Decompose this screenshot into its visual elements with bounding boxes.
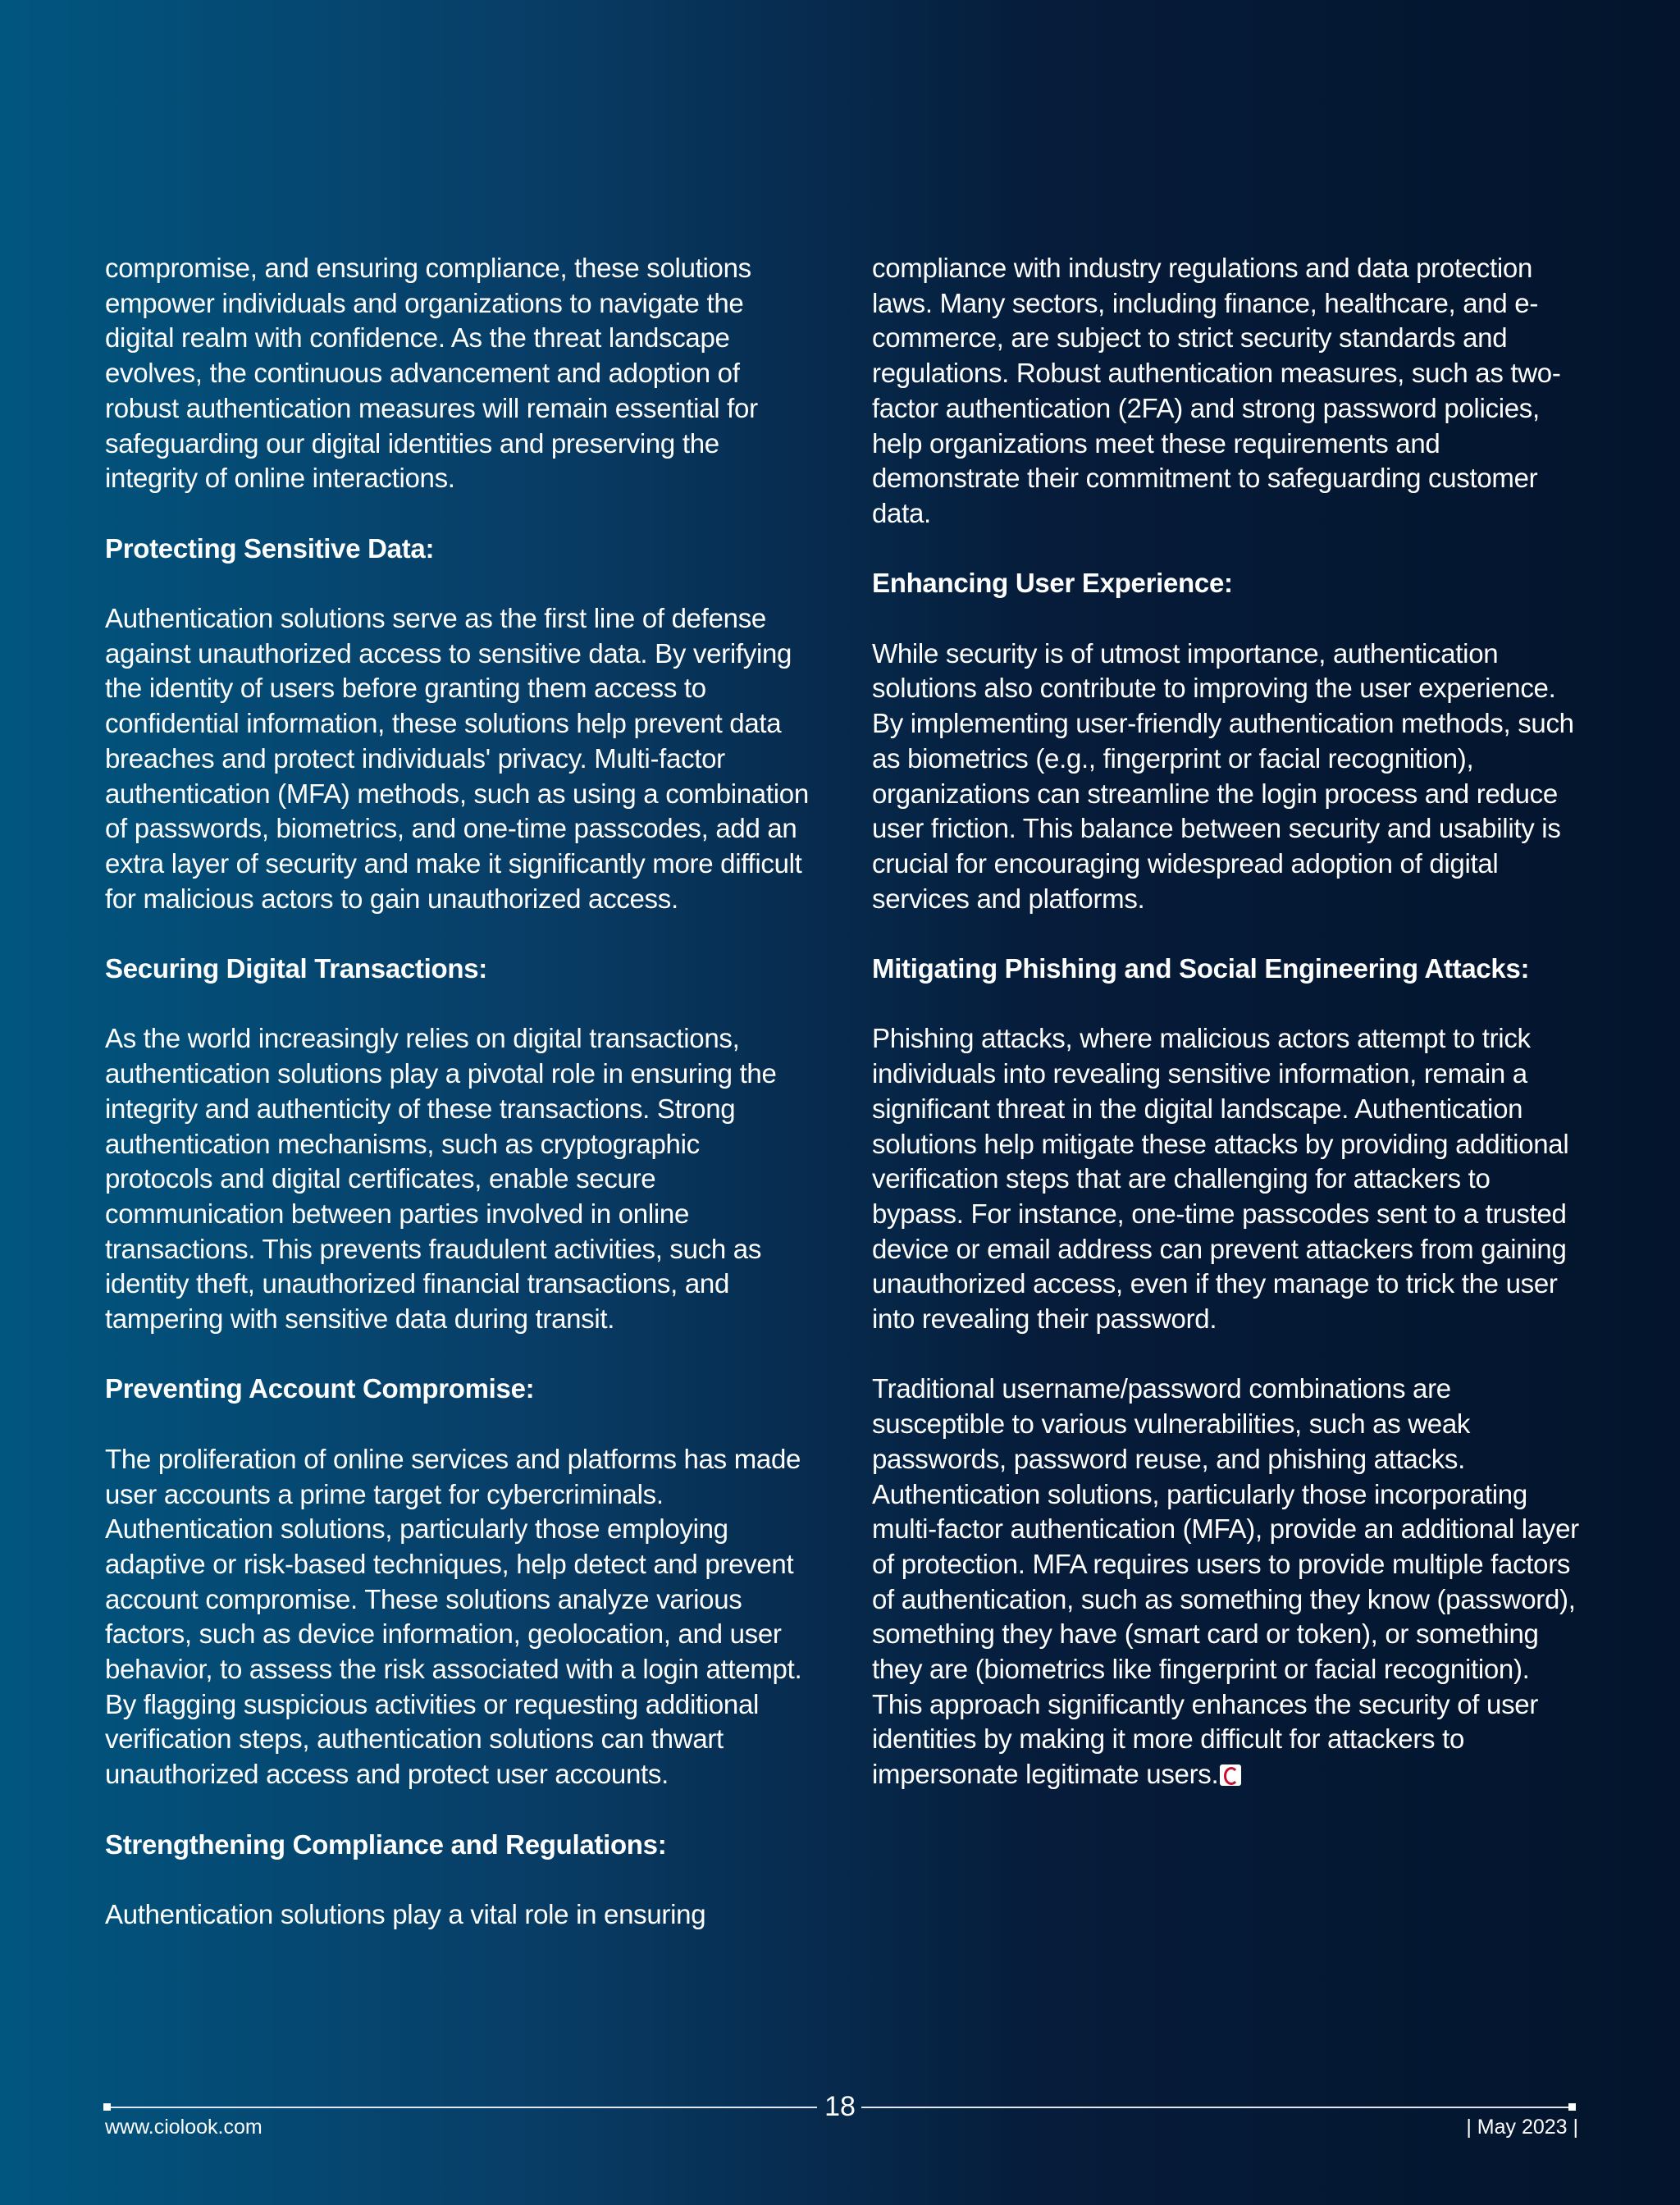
footer-website-link[interactable]: www.ciolook.com	[105, 2116, 262, 2139]
page-number: 18	[824, 2091, 856, 2122]
footer-rule-endcap-left	[103, 2103, 111, 2111]
footer-issue-date: | May 2023 |	[1466, 2116, 1578, 2139]
footer-rule-endcap-right	[1568, 2103, 1576, 2111]
ciolook-logo-icon	[1220, 1764, 1241, 1786]
body-paragraph: compromise, and ensuring compliance, these solutions empower individuals and organizations to navigate the digital realm with confidence. As the threat landscape evolves, the continuous advancement and adoption of robust authentication measures will remain essential for safeguarding our digital identities and preserving the integrity of online interactions.	[105, 253, 758, 494]
section-heading: Securing Digital Transactions:	[105, 953, 487, 984]
section-heading: Mitigating Phishing and Social Engineering Attacks:	[872, 953, 1530, 984]
last-paragraph	[872, 1372, 1586, 1792]
footer-rule-right	[861, 2107, 1573, 2108]
right-column	[872, 251, 1586, 1792]
section-heading: Strengthening Compliance and Regulations:	[105, 1828, 667, 1860]
footer-rule-left	[105, 2107, 817, 2108]
section-heading: Preventing Account Compromise:	[105, 1373, 535, 1404]
body-paragraph: While security is of utmost importance, authentication solutions also contribute to improving the user experience. By implementing user-friendly authentication methods, such as biometrics (e.g., fingerprint or facial recognition), organizations can streamline the login process and reduce user friction. This balance between security and usability is crucial for encouraging widespread adoption of digital services and platforms.	[872, 637, 1574, 914]
body-paragraph: compliance with industry regulations and data protection laws. Many sectors, including finance, healthcare, and e-commerce, are subject to strict security standards and regulations. Robust authentication measures, such as two-factor authentication (2FA) and strong password policies, help organizations meet these requirements and demonstrate their commitment to safeguarding customer data.	[872, 253, 1561, 528]
body-text: Traditional username/password combinations are susceptible to various vulnerabilities, such as weak passwords, password reuse, and phishing attacks. Authentication solutions, particularly those incorporating multi-factor authentication (MFA), provide an additional layer of protection. MFA requires users to provide multiple factors of authentication, such as something they know (password), something they have (smart card or token), or something they are (biometrics like fingerprint or facial recognition). This approach significantly enhances the security of user identities by making it more difficult for attackers to impersonate legitimate users.	[872, 1373, 1579, 1790]
left-column	[105, 251, 810, 1933]
body-paragraph: Authentication solutions play a vital role in ensuring	[105, 1898, 706, 1929]
body-paragraph: The proliferation of online services and platforms has made user accounts a prime target for cybercriminals. Authentication solutions, particularly those employing adaptive or risk-based techniques, help detect and prevent account compromise. These solutions analyze various factors, such as device information, geolocation, and user behavior, to assess the risk associated with a login attempt. By flagging suspicious activities or requesting additional verification steps, authentication solutions can thwart unauthorized access and protect user accounts.	[105, 1443, 802, 1790]
body-paragraph: As the world increasingly relies on digital transactions, authentication solutions play a pivotal role in ensuring the integrity and authenticity of these transactions. Strong authentication mechanisms, such as cryptographic protocols and digital certificates, enable secure communication between parties involved in online transactions. This prevents fraudulent activities, such as identity theft, unauthorized financial transactions, and tampering with sensitive data during transit.	[105, 1023, 777, 1335]
body-paragraph: Phishing attacks, where malicious actors attempt to trick individuals into revealing sensitive information, remain a significant threat in the digital landscape. Authentication solutions help mitigate these attacks by providing additional verification steps that are challenging for attackers to bypass. For instance, one-time passcodes sent to a trusted device or email address can prevent attackers from gaining unauthorized access, even if they manage to trick the user into revealing their password.	[872, 1023, 1569, 1335]
section-heading: Protecting Sensitive Data:	[105, 532, 435, 564]
body-paragraph: Authentication solutions serve as the first line of defense against unauthorized access to sensitive data. By verifying the identity of users before granting them access to confidential information, these solutions help prevent data breaches and protect individuals' privacy. Multi-factor authentication (MFA) methods, such as using a combination of passwords, biometrics, and one-time passcodes, add an extra layer of security and make it significantly more difficult for malicious actors to gain unauthorized access.	[105, 603, 809, 914]
section-heading: Enhancing User Experience:	[872, 568, 1233, 599]
